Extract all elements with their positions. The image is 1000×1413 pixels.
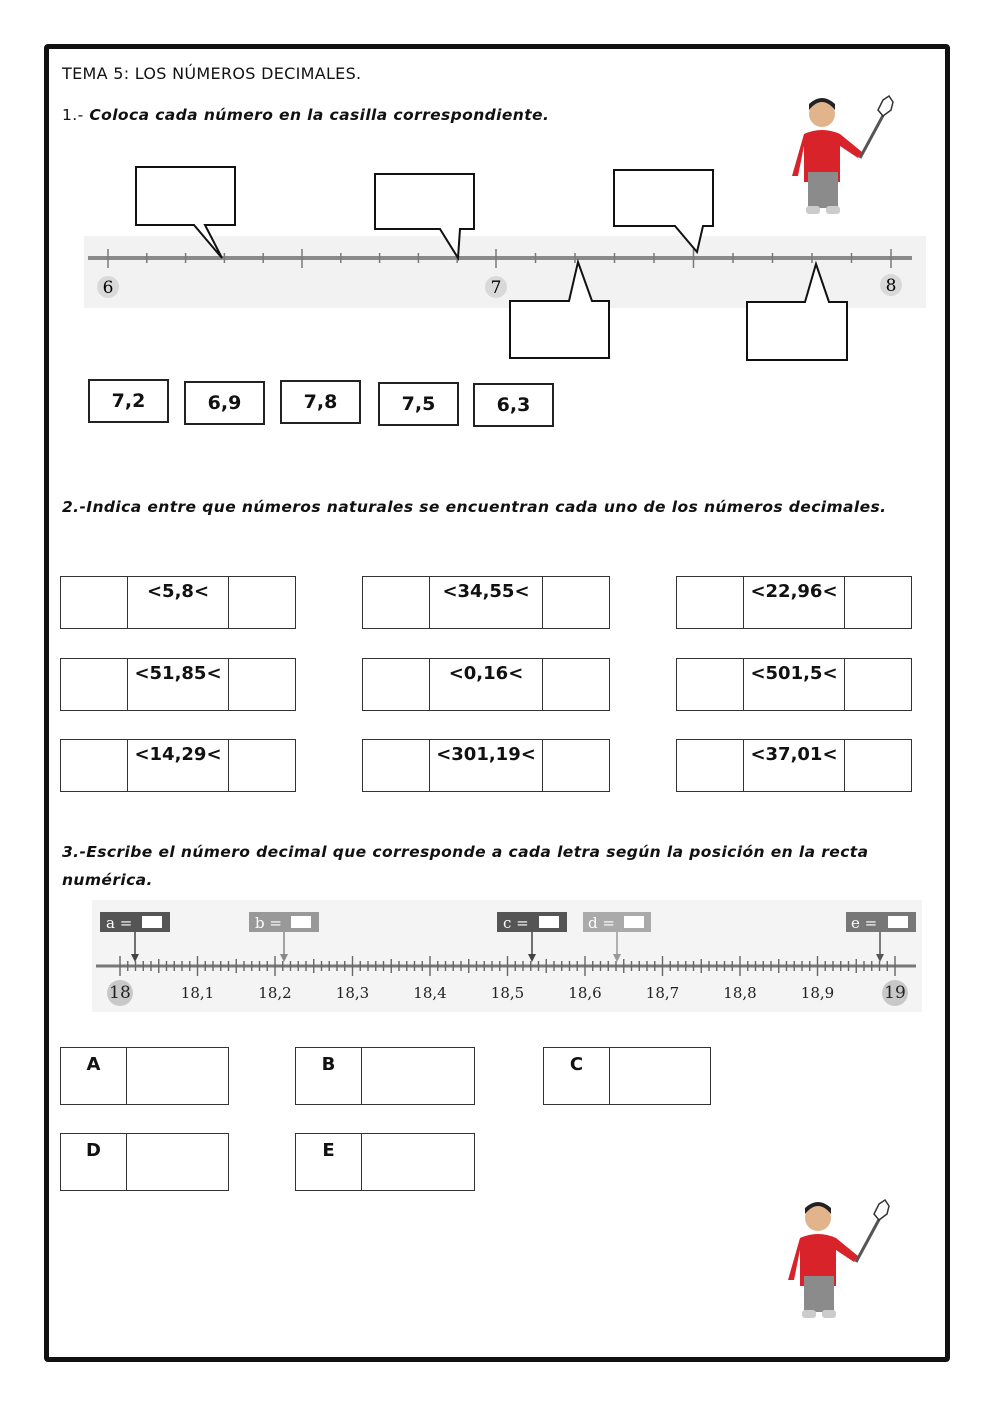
line-label-6: 6: [102, 278, 114, 298]
decimal-value: <51,85<: [128, 659, 229, 710]
tick-label: 18,7: [645, 984, 680, 1002]
decimal-value: <0,16<: [430, 659, 543, 710]
upper-natural-field[interactable]: [543, 740, 609, 791]
tick-label: 19: [884, 983, 906, 1003]
marker-d-box: [624, 916, 644, 928]
number-chip-1[interactable]: 7,2: [88, 379, 169, 423]
page-title: TEMA 5: LOS NÚMEROS DECIMALES.: [62, 64, 362, 83]
answer-label-c: C: [544, 1048, 610, 1104]
number-chip-5[interactable]: 6,3: [473, 383, 554, 427]
marker-b-box: [291, 916, 311, 928]
line-label-7: 7: [490, 278, 502, 298]
bracket-group: [60, 576, 296, 629]
bracket-group: [60, 658, 296, 711]
lower-natural-field[interactable]: [61, 577, 128, 628]
bracket-group: [676, 576, 912, 629]
exercise-2-instruction: 2.-Indica entre que números naturales se encuentran cada uno de los números decimales.: [62, 498, 887, 516]
pointer-stick: [856, 1214, 882, 1262]
teacher-illustration-bottom: [786, 1200, 906, 1330]
upper-natural-field[interactable]: [845, 740, 911, 791]
exercise-1-number: 1.-: [62, 106, 84, 124]
answer-label-b: B: [296, 1048, 362, 1104]
tick-label: 18,3: [335, 984, 370, 1002]
answer-box-a: [60, 1047, 229, 1105]
answer-label-d: D: [61, 1134, 127, 1190]
answer-box-e: [295, 1133, 475, 1191]
answer-field-a[interactable]: [127, 1048, 228, 1104]
teacher-trousers: [804, 1276, 834, 1312]
answer-box-b: [295, 1047, 475, 1105]
number-chip-2[interactable]: 6,9: [184, 381, 265, 425]
number-chip-4[interactable]: 7,5: [378, 382, 459, 426]
upper-natural-field[interactable]: [543, 577, 609, 628]
teacher-trousers: [808, 172, 838, 208]
tick-label: 18,1: [180, 984, 215, 1002]
lower-natural-field[interactable]: [677, 577, 744, 628]
marker-d-label: d =: [588, 914, 615, 932]
bracket-group: [362, 576, 610, 629]
decimal-value: <22,96<: [744, 577, 845, 628]
number-chip-3[interactable]: 7,8: [280, 380, 361, 424]
decimal-value: <34,55<: [430, 577, 543, 628]
lower-natural-field[interactable]: [363, 577, 430, 628]
teacher-shoe-left: [802, 1310, 816, 1318]
answer-box-d: [60, 1133, 229, 1191]
upper-natural-field[interactable]: [229, 577, 295, 628]
teacher-shoe-right: [826, 206, 840, 214]
tick-label: 18,8: [723, 984, 757, 1002]
tick-label: 18,4: [413, 984, 447, 1002]
teacher-shoe-right: [822, 1310, 836, 1318]
teacher-shoe-left: [806, 206, 820, 214]
decimal-value: <14,29<: [128, 740, 229, 791]
lower-natural-field[interactable]: [677, 659, 744, 710]
exercise-3-instruction: 3.-Escribe el número decimal que corresponde a cada letra según la posición en la recta numérica.: [62, 843, 869, 889]
number-line-2-ticks: [120, 956, 895, 976]
decimal-value: <37,01<: [744, 740, 845, 791]
upper-natural-field[interactable]: [229, 740, 295, 791]
number-line-2: [0, 896, 1000, 1036]
marker-e-label: e =: [851, 914, 878, 932]
marker-a-box: [142, 916, 162, 928]
tick-label: 18,5: [490, 984, 525, 1002]
bracket-group: [362, 739, 610, 792]
lower-natural-field[interactable]: [61, 659, 128, 710]
bracket-group: [676, 739, 912, 792]
foam-hand-icon: [874, 1200, 889, 1220]
answer-box-c: [543, 1047, 711, 1105]
upper-natural-field[interactable]: [543, 659, 609, 710]
answer-field-d[interactable]: [127, 1134, 228, 1190]
foam-hand-icon: [878, 96, 893, 116]
upper-natural-field[interactable]: [229, 659, 295, 710]
upper-natural-field[interactable]: [845, 659, 911, 710]
number-line-1-background: [84, 236, 926, 308]
decimal-value: <301,19<: [430, 740, 543, 791]
answer-label-a: A: [61, 1048, 127, 1104]
lower-natural-field[interactable]: [363, 740, 430, 791]
tick-label: 18,2: [258, 984, 292, 1002]
upper-natural-field[interactable]: [845, 577, 911, 628]
marker-a-label: a =: [106, 914, 133, 932]
marker-b-label: b =: [255, 914, 282, 932]
tick-label: 18,6: [568, 984, 602, 1002]
answer-field-c[interactable]: [610, 1048, 710, 1104]
answer-field-b[interactable]: [362, 1048, 474, 1104]
decimal-value: <501,5<: [744, 659, 845, 710]
exercise-1-text: Coloca cada número en la casilla correspondiente.: [89, 106, 550, 124]
lower-natural-field[interactable]: [677, 740, 744, 791]
marker-c-box: [539, 916, 559, 928]
teacher-illustration-top: [790, 96, 910, 226]
pointer-stick: [860, 110, 886, 158]
bracket-group: [60, 739, 296, 792]
answer-label-e: E: [296, 1134, 362, 1190]
answer-field-e[interactable]: [362, 1134, 474, 1190]
lower-natural-field[interactable]: [61, 740, 128, 791]
marker-e-box: [888, 916, 908, 928]
marker-c-label: c =: [503, 914, 529, 932]
bracket-group: [676, 658, 912, 711]
line-label-8: 8: [885, 276, 897, 296]
decimal-value: <5,8<: [128, 577, 229, 628]
tick-label: 18: [109, 983, 131, 1003]
bracket-group: [362, 658, 610, 711]
tick-label: 18,9: [800, 984, 835, 1002]
lower-natural-field[interactable]: [363, 659, 430, 710]
